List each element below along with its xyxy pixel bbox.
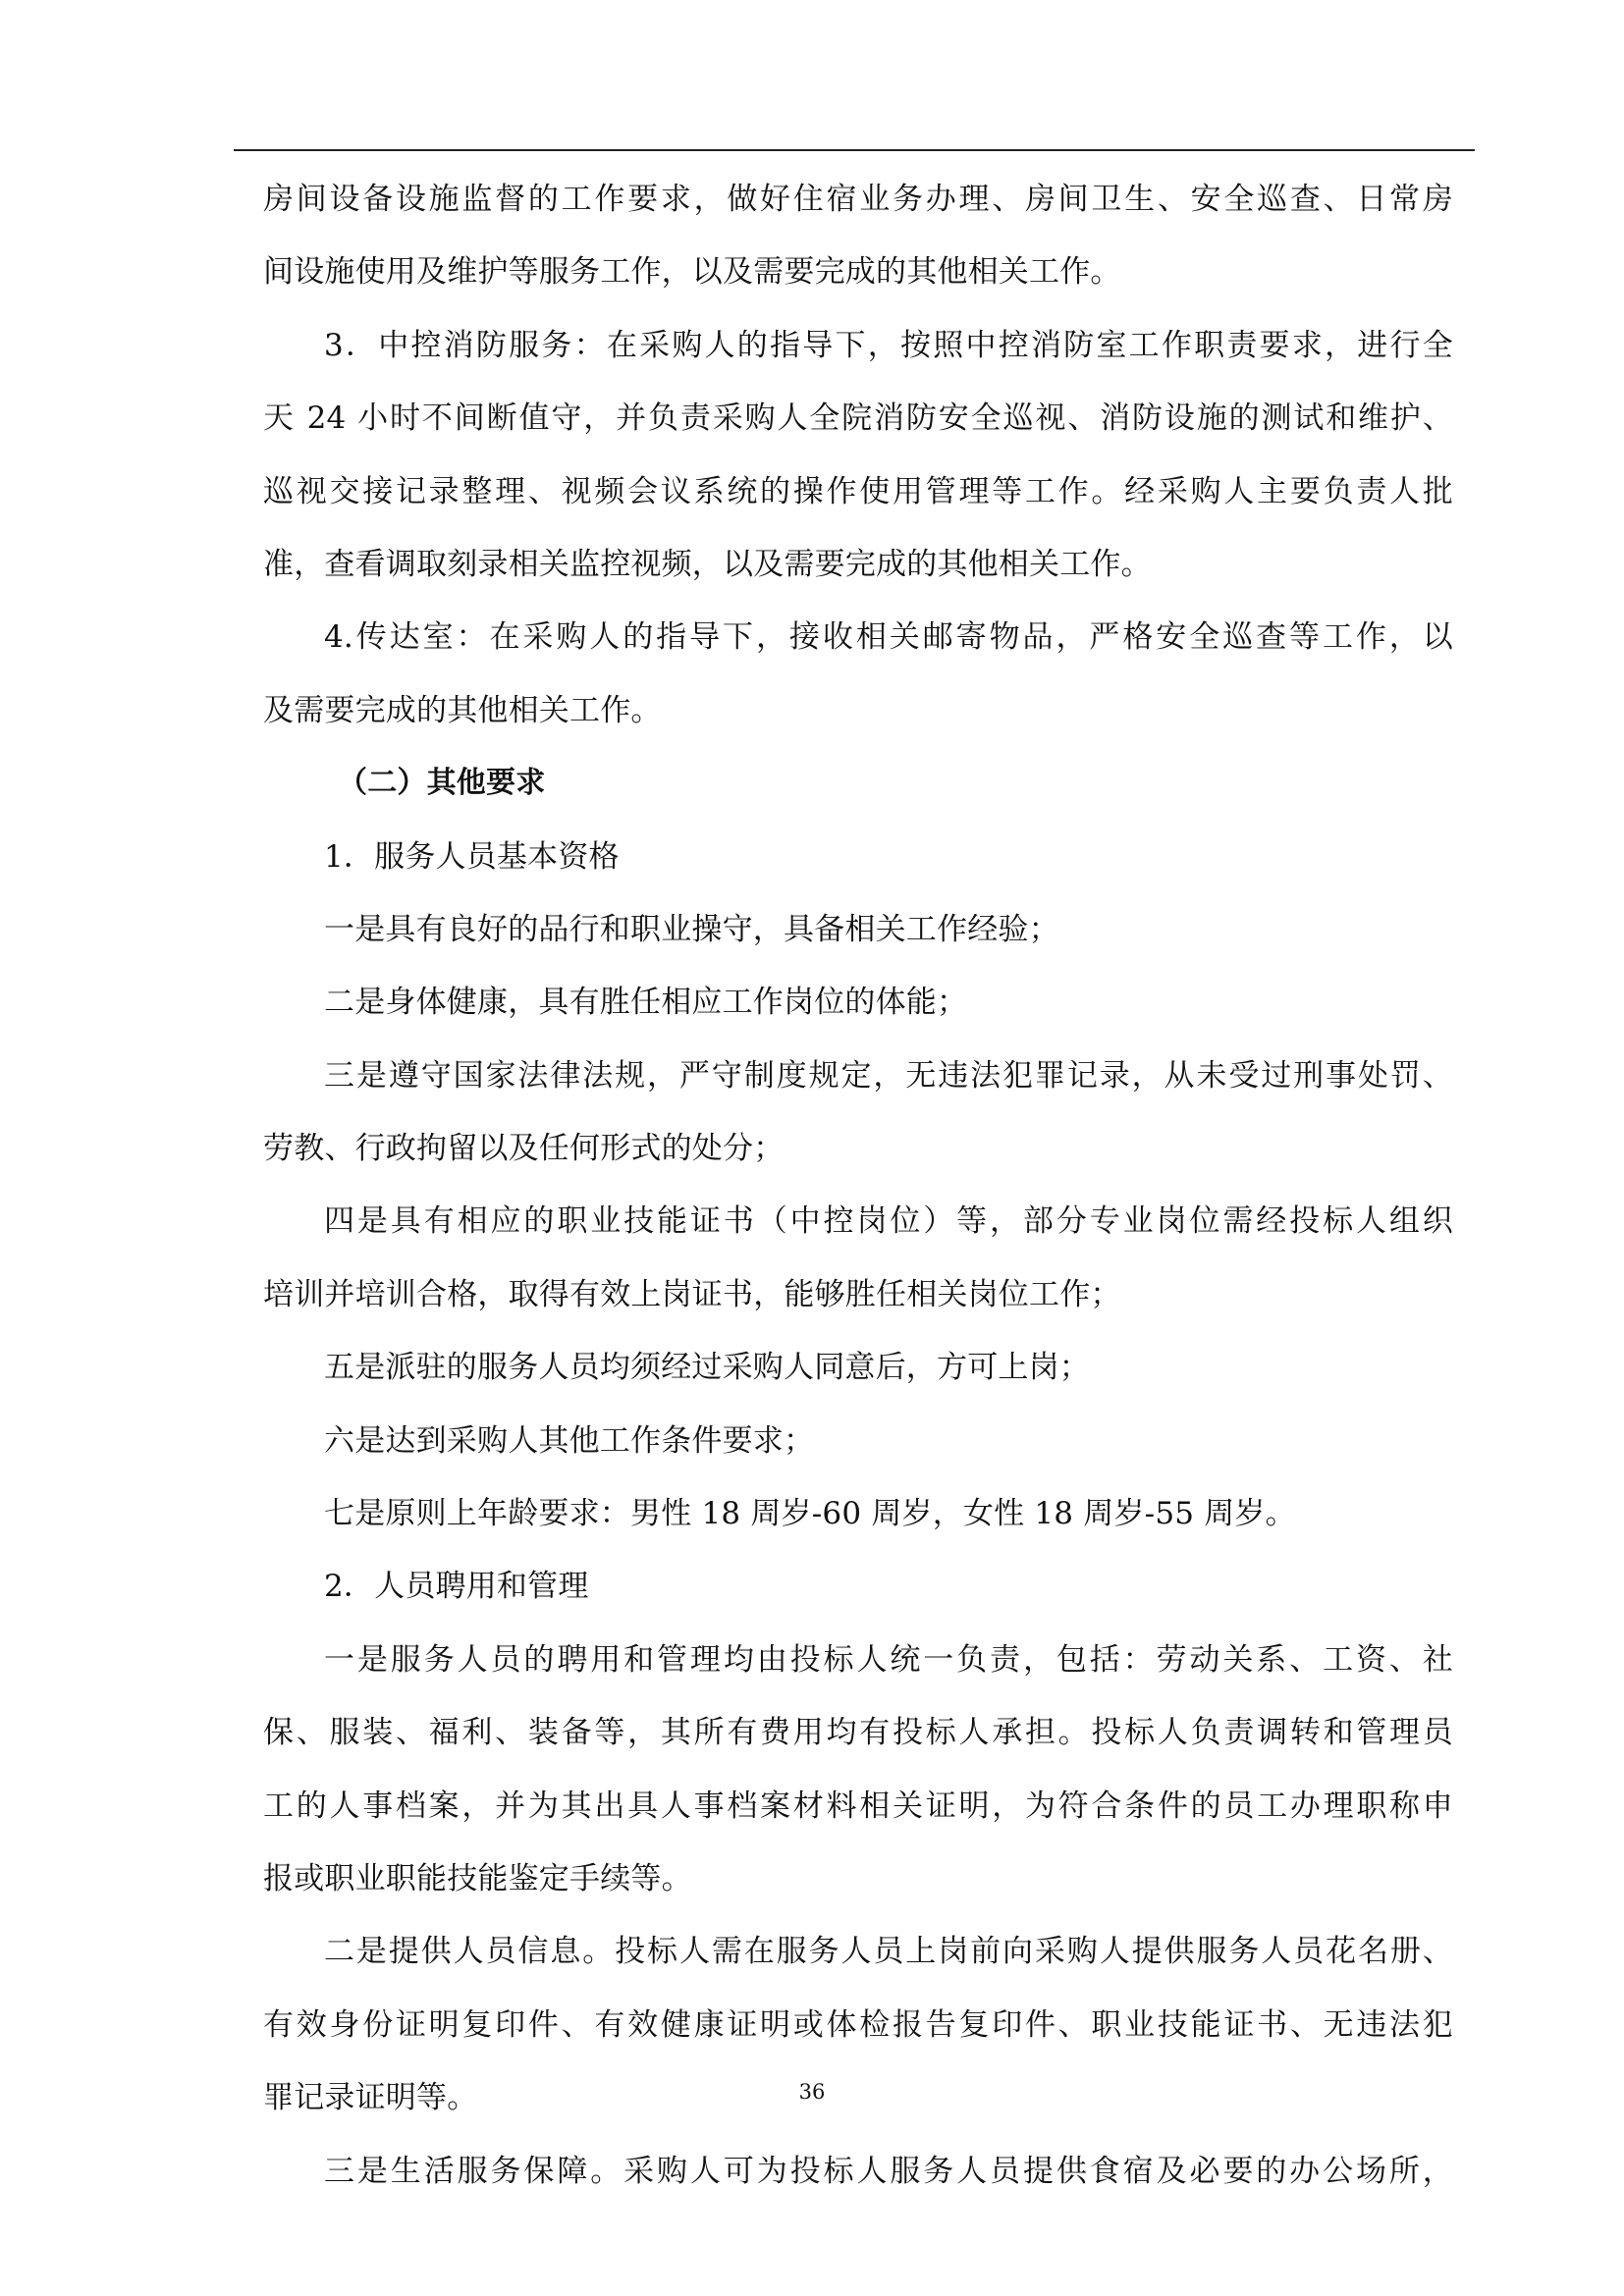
paragraph-line: 七是原则上年龄要求：男性 18 周岁-60 周岁，女性 18 周岁-55 周岁。 bbox=[324, 1496, 1296, 1532]
paragraph-line: 三是生活服务保障。采购人可为投标人服务人员提供食宿及必要的办公场所， bbox=[324, 2153, 1453, 2189]
paragraph-line: 培训并培训合格，取得有效上岗证书，能够胜任相关岗位工作； bbox=[263, 1276, 1121, 1312]
paragraph-line: 4.传达室：在采购人的指导下，接收相关邮寄物品，严格安全巡查等工作，以 bbox=[324, 619, 1453, 656]
paragraph-line: 六是达到采购人其他工作条件要求； bbox=[324, 1422, 815, 1459]
paragraph-line: 劳教、行政拘留以及任何形式的处分； bbox=[263, 1131, 785, 1167]
paragraph-line: 一是具有良好的品行和职业操守，具备相关工作经验； bbox=[324, 911, 1059, 947]
paragraph-line: 有效身份证明复印件、有效健康证明或体检报告复印件、职业技能证书、无违法犯 bbox=[263, 2006, 1453, 2043]
paragraph-line: 巡视交接记录整理、视频会议系统的操作使用管理等工作。经采购人主要负责人批 bbox=[263, 473, 1453, 509]
paragraph-line: 四是具有相应的职业技能证书（中控岗位）等，部分专业岗位需经投标人组织 bbox=[324, 1203, 1453, 1240]
subsection-title: 1．服务人员基本资格 bbox=[324, 838, 620, 875]
header-rule bbox=[234, 149, 1475, 151]
paragraph-line: 三是遵守国家法律法规，严守制度规定，无违法犯罪记录，从未受过刑事处罚、 bbox=[324, 1057, 1453, 1094]
paragraph-line: 报或职业职能技能鉴定手续等。 bbox=[263, 1860, 692, 1896]
section-heading: （二）其他要求 bbox=[338, 766, 546, 801]
paragraph-line: 间设施使用及维护等服务工作，以及需要完成的其他相关工作。 bbox=[263, 254, 1121, 291]
paragraph-line: 二是身体健康，具有胜任相应工作岗位的体能； bbox=[324, 985, 968, 1021]
paragraph-line: 天 24 小时不间断值守，并负责采购人全院消防安全巡视、消防设施的测试和维护、 bbox=[263, 400, 1453, 437]
paragraph-line: 保、服装、福利、装备等，其所有费用均有投标人承担。投标人负责调转和管理员 bbox=[263, 1715, 1453, 1751]
paragraph-line: 房间设备设施监督的工作要求，做好住宿业务办理、房间卫生、安全巡查、日常房 bbox=[263, 182, 1453, 217]
paragraph-line: 二是提供人员信息。投标人需在服务人员上岗前向采购人提供服务人员花名册、 bbox=[324, 1934, 1453, 1970]
paragraph-line: 准，查看调取刻录相关监控视频，以及需要完成的其他相关工作。 bbox=[263, 546, 1152, 582]
paragraph-line: 工的人事档案，并为其出具人事档案材料相关证明，为符合条件的员工办理职称申 bbox=[263, 1788, 1453, 1824]
subsection-title: 2．人员聘用和管理 bbox=[324, 1569, 589, 1605]
paragraph-line: 及需要完成的其他相关工作。 bbox=[263, 692, 662, 728]
document-body bbox=[263, 163, 1453, 2208]
page-number: 36 bbox=[798, 2080, 826, 2104]
paragraph-line: 五是派驻的服务人员均须经过采购人同意后，方可上岗； bbox=[324, 1350, 1090, 1386]
paragraph-line: 一是服务人员的聘用和管理均由投标人统一负责，包括：劳动关系、工资、社 bbox=[324, 1641, 1453, 1678]
paragraph-line: 罪记录证明等。 bbox=[263, 2080, 478, 2116]
paragraph-line: 3．中控消防服务：在采购人的指导下，按照中控消防室工作职责要求，进行全 bbox=[324, 327, 1453, 363]
